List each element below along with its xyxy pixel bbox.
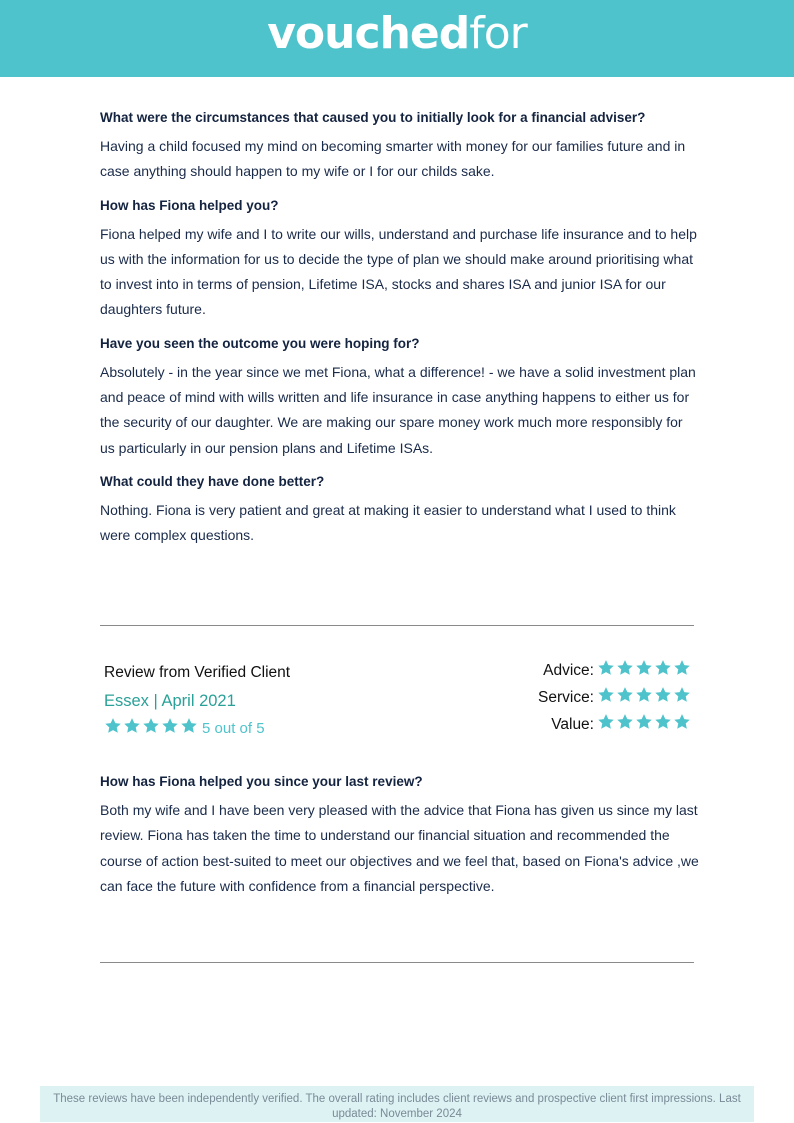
star-icon [616, 659, 634, 677]
star-icon [635, 713, 653, 731]
star-icon [161, 717, 179, 735]
rating-label: Service: [538, 688, 594, 706]
review-meta [104, 662, 404, 740]
star-icon [673, 686, 691, 704]
star-icon [673, 659, 691, 677]
answer-1: Having a child focused my mind on becoming smarter with money for our families future and in case anything should happen to my wife or I for our childs sake. [100, 138, 686, 180]
divider-bottom [100, 962, 694, 963]
rating-label: Value: [551, 715, 594, 733]
vouchedfor-logo: vouchedfor [267, 7, 527, 59]
rating-service [538, 684, 692, 711]
answer-2: Fiona helped my wife and I to write our wills, understand and purchase life insurance and to help us with the information for us to decide the type of plan we should make around prioritising what to invest into in terms of pension, Lifetime ISA, stocks and shares ISA and junior ISA for our daughters future. [100, 225, 697, 318]
out-of-text: 5 out of 5 [202, 720, 265, 737]
review-2-content [100, 772, 700, 910]
answer-3: Absolutely - in the year since we met Fiona, what a difference! - we have a solid investment plan and peace of mind with wills written and life insurance in case anything happens to either us for the security of our daughter. We are making our spare money work much more responsibly for us particularly in our pension plans and Lifetime ISAs. [100, 363, 696, 456]
star-icon [180, 717, 198, 735]
question-1: What were the circumstances that caused you to initially look for a financial adviser? [100, 110, 646, 125]
overall-stars [104, 717, 199, 740]
answer-since-last-review: Both my wife and I have been very pleased with the advice that Fiona has given us since my last review. Fiona has taken the time to understand our financial situation and recommended the course of action best-suited to meet our objectives and we feel that, based on Fiona's advice ,we can face the future with confidence from a financial perspective. [100, 802, 699, 894]
question-since-last-review: How has Fiona helped you since your last review? [100, 774, 423, 789]
star-icon [654, 659, 672, 677]
review-source: Review from Verified Client [104, 664, 291, 681]
star-icon [597, 686, 615, 704]
star-icon [142, 717, 160, 735]
divider-top [100, 625, 694, 626]
star-icon [616, 686, 634, 704]
star-icon [597, 713, 615, 731]
star-icon [123, 717, 141, 735]
star-icon [654, 713, 672, 731]
star-icon [597, 659, 615, 677]
answer-4: Nothing. Fiona is very patient and great at making it easier to understand what I used to think were complex questions. [100, 501, 676, 544]
star-icon [673, 713, 691, 731]
question-4: What could they have done better? [100, 473, 325, 489]
star-icon [104, 717, 122, 735]
rating-value [538, 711, 692, 738]
star-icon [635, 659, 653, 677]
header-bar [0, 0, 794, 77]
star-icon [635, 686, 653, 704]
rating-label: Advice: [543, 661, 594, 679]
star-icon [616, 713, 634, 731]
rating-stars [597, 686, 692, 709]
rating-stars [597, 713, 692, 736]
rating-advice [538, 657, 692, 684]
rating-stars [597, 659, 692, 682]
question-2: How has Fiona helped you? [100, 197, 279, 213]
review-1-content [100, 108, 700, 560]
overall-rating [104, 717, 404, 740]
question-3: Have you seen the outcome you were hoping for? [100, 335, 420, 351]
star-icon [654, 686, 672, 704]
footer-note: These reviews have been independently verified. The overall rating includes client reviews and prospective client first impressions. Last updated: November 2024 [40, 1086, 754, 1122]
category-ratings [538, 657, 692, 738]
review-location-date: Essex | April 2021 [104, 692, 236, 710]
